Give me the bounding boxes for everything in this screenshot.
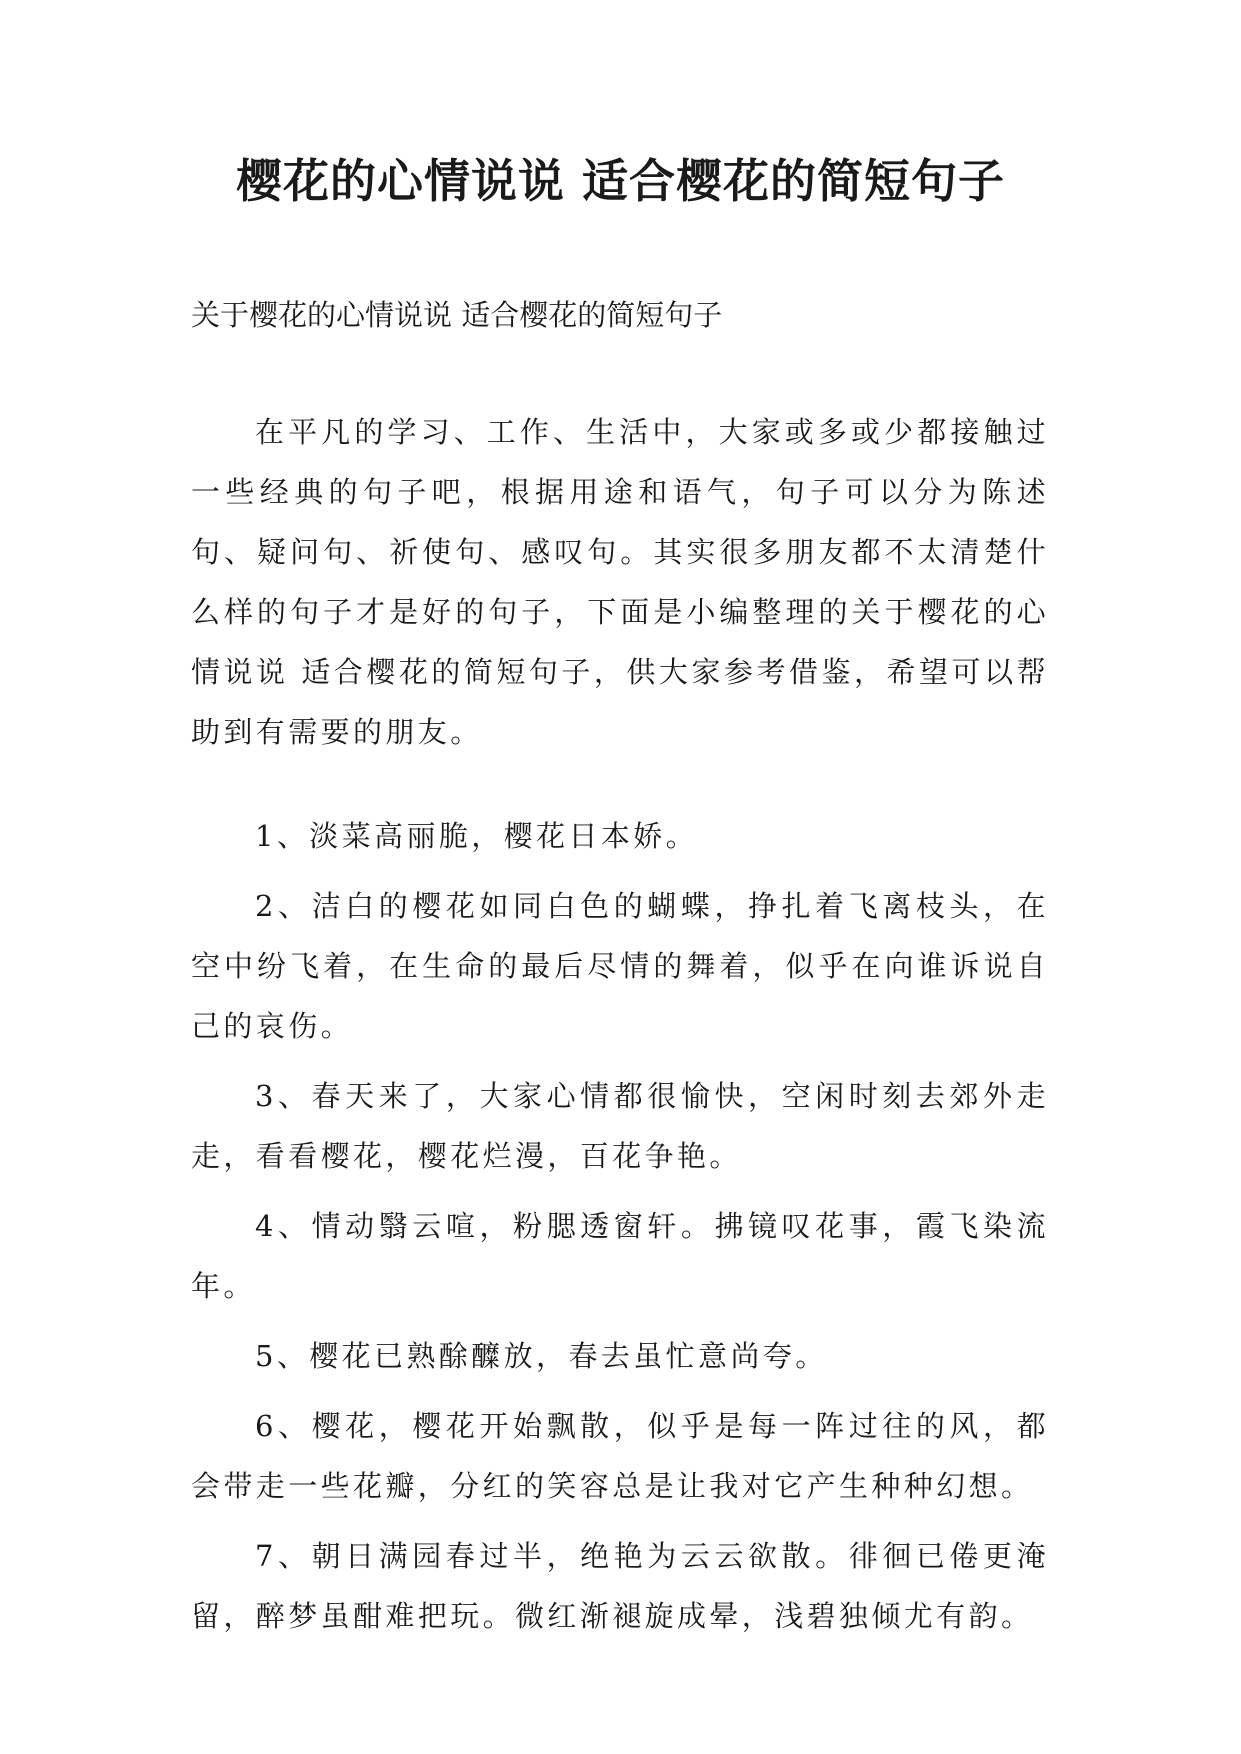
list-item: 6、樱花，樱花开始飘散，似乎是每一阵过往的风，都会带走一些花瓣，分红的笑容总是让我对它产生种种幻想。 xyxy=(191,1409,1049,1503)
intro-paragraph: 在平凡的学习、工作、生活中，大家或多或少都接触过一些经典的句子吧，根据用途和语气，句子可以分为陈述句、疑问句、祈使句、感叹句。其实很多朋友都不太清楚什么样的句子才是好的句子，下面是小编整理的关于樱花的心情说说 适合樱花的简短句子，供大家参考借鉴，希望可以帮助到有需要的朋友。 xyxy=(191,415,1049,749)
list-item: 7、朝日满园春过半，绝艳为云云欲散。徘徊已倦更淹留，醉梦虽酣难把玩。微红渐褪旋成晕，浅碧独倾尤有韵。 xyxy=(191,1539,1049,1633)
list-item: 4、情动翳云喧，粉腮透窗轩。拂镜叹花事，霞飞染流年。 xyxy=(191,1209,1049,1303)
list-item: 2、洁白的樱花如同白色的蝴蝶，挣扎着飞离枝头，在空中纷飞着，在生命的最后尽情的舞着，似乎在向谁诉说自己的哀伤。 xyxy=(191,889,1049,1043)
list-item: 1、淡菜高丽脆，樱花日本娇。 xyxy=(255,819,699,853)
document-title: 樱花的心情说说 适合樱花的简短句子 xyxy=(235,154,1005,208)
list-item: 5、樱花已熟酴醾放，春去虽忙意尚夸。 xyxy=(255,1339,828,1373)
sentence-list xyxy=(191,806,1049,1656)
list-item: 3、春天来了，大家心情都很愉快，空闲时刻去郊外走走，看看樱花，樱花烂漫，百花争艳。 xyxy=(191,1079,1049,1173)
document-subtitle: 关于樱花的心情说说 适合樱花的简短句子 xyxy=(191,298,723,332)
